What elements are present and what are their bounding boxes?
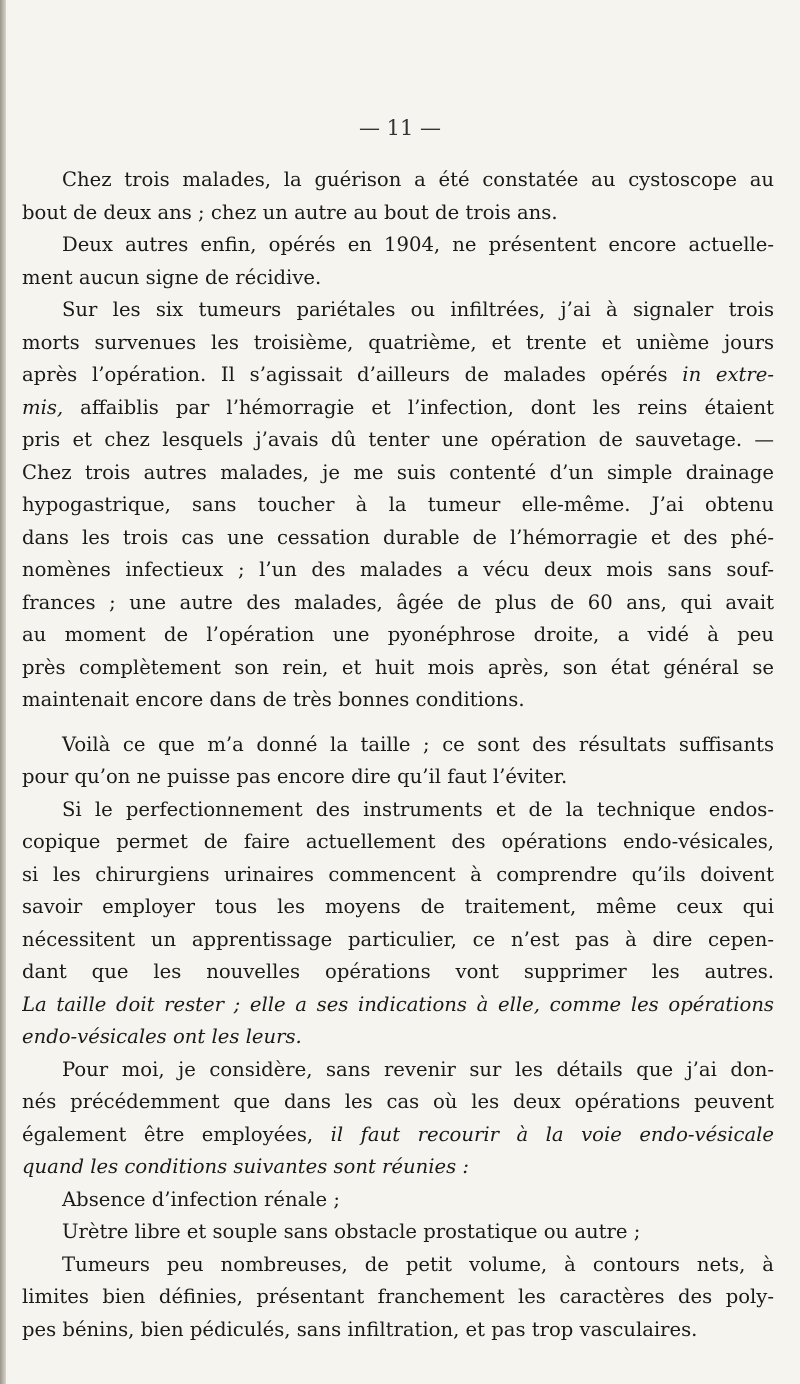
text-line: au moment de l’opération une pyonéphrose droite, a vidé à peu bbox=[22, 623, 774, 646]
text-line: pris et chez lesquels j’avais dû tenter une opération de sauvetage. — bbox=[22, 428, 774, 451]
text-line: Urètre libre et souple sans obstacle prostatique ou autre ; bbox=[62, 1220, 641, 1243]
text-line: nomènes infectieux ; l’un des malades a vécu deux mois sans souf- bbox=[22, 558, 774, 581]
text-line: hypogastrique, sans toucher à la tumeur elle-même. J’ai obtenu bbox=[22, 493, 774, 516]
text-line: morts survenues les troisième, quatrième, et trente et unième jours bbox=[22, 330, 774, 354]
text-line: copique permet de faire actuellement des opérations endo-vésicales, bbox=[22, 830, 774, 853]
text-line: dant que les nouvelles opérations vont supprimer les autres. bbox=[22, 960, 774, 983]
text-line: ment aucun signe de récidive. bbox=[22, 265, 322, 289]
text-line: savoir employer tous les moyens de traitement, même ceux qui bbox=[22, 895, 774, 918]
text-line: Pour moi, je considère, sans revenir sur les détails que j’ai don- bbox=[62, 1057, 774, 1081]
text-line bbox=[22, 392, 774, 425]
text-line: limites bien définies, présentant franchement les caractères des poly- bbox=[22, 1285, 774, 1308]
text-line: frances ; une autre des malades, âgée de plus de 60 ans, qui avait bbox=[22, 590, 774, 614]
italic-line: endo-vésicales ont les leurs. bbox=[22, 1025, 302, 1048]
text-line: Chez trois malades, la guérison a été constatée au cystoscope au bbox=[62, 168, 774, 191]
page-number: — 11 — bbox=[358, 116, 442, 140]
italic-line: quand les conditions suivantes sont réunies : bbox=[22, 1155, 470, 1178]
text-line: pes bénins, bien pédiculés, sans infiltration, et pas trop vasculaires. bbox=[22, 1317, 698, 1341]
text-line: bout de deux ans ; chez un autre au bout de trois ans. bbox=[22, 200, 558, 224]
italic-run: mis, bbox=[22, 395, 64, 419]
text-line: nécessitent un apprentissage particulier, ce n’est pas à dire cepen- bbox=[22, 927, 774, 951]
text-line: Absence d’infection rénale ; bbox=[62, 1187, 340, 1211]
text-line: près complètement son rein, et huit mois après, son état général se bbox=[22, 655, 774, 679]
text-line: Deux autres enfin, opérés en 1904, ne présentent encore actuelle- bbox=[62, 233, 774, 256]
text-line bbox=[22, 359, 774, 392]
text-line bbox=[22, 1119, 774, 1152]
text-line: maintenait encore dans de très bonnes conditions. bbox=[22, 688, 525, 711]
body-text bbox=[22, 164, 774, 1346]
text-line: si les chirurgiens urinaires commencent à comprendre qu’ils doivent bbox=[22, 862, 774, 886]
text-line: nés précédemment que dans les cas où les deux opérations peuvent bbox=[22, 1090, 774, 1113]
text-line: Tumeurs peu nombreuses, de petit volume, à contours nets, à bbox=[62, 1252, 774, 1276]
text-line: Voilà ce que m’a donné la taille ; ce sont des résultats suffisants bbox=[62, 732, 774, 756]
text-run: également être employées, bbox=[22, 1122, 314, 1146]
text-line: Chez trois autres malades, je me suis contenté d’un simple drainage bbox=[22, 460, 774, 484]
italic-run: in extre- bbox=[682, 363, 774, 386]
italic-run: il faut recourir à la voie endo-vésicale bbox=[330, 1122, 774, 1146]
text-line: Si le perfectionnement des instruments et de la technique endos- bbox=[62, 797, 774, 821]
text-line: pour qu’on ne puisse pas encore dire qu’il faut l’éviter. bbox=[22, 765, 568, 788]
binding-edge bbox=[0, 0, 6, 1384]
text-line: dans les trois cas une cessation durable de l’hémorragie et des phé- bbox=[22, 525, 774, 549]
text-run: affaiblis par l’hémorragie et l’infection, dont les reins étaient bbox=[63, 395, 774, 419]
text-run: après l’opération. Il s’agissait d’ailleurs de malades opérés bbox=[22, 363, 668, 386]
italic-line: La taille doit rester ; elle a ses indications à elle, comme les opérations bbox=[22, 992, 774, 1016]
text-line: Sur les six tumeurs pariétales ou infiltrées, j’ai à signaler trois bbox=[62, 298, 774, 321]
